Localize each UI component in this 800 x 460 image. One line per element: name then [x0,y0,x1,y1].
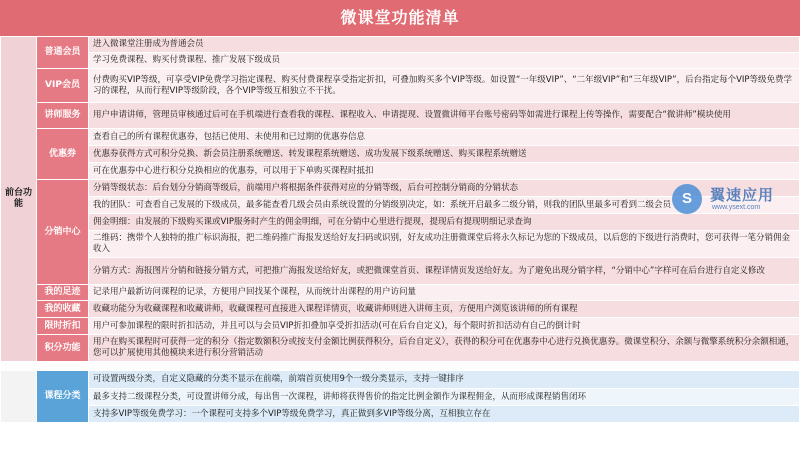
table-row [1,406,800,423]
feature-desc: 分销等级状态：后台划分分销商等级后，前端用户将根据条件获得对应的分销等级，后台可控制分销商的分销状态 [89,180,800,197]
feature-desc: 收藏功能分为收藏课程和收藏讲师，收藏课程可直接进入课程详情页，收藏讲师则进入讲师主页，方便用户浏览该讲师的所有课程 [89,301,800,318]
feature-name: 讲师服务 [37,103,89,129]
feature-desc: 二维码：携带个人独特的推广标识海报，把二维码推广海报发送给好友扫码或识别，好友成功注册微课堂后将永久标记为您的下级成员，以后您的下级进行消费时，您可获得一笔分销佣金收入 [89,231,800,258]
feature-desc: 用户在购买课程时可获得一定的积分（指定数额积分或按支付金额比例获得积分，后台自定义），获得的积分可在优惠券中心进行兑换优惠券。微课堂积分、余额与微擎系统积分余额相通，您可以扩展使用其他模块来进行积分营销活动 [89,335,800,362]
feature-name: 限时折扣 [37,318,89,335]
feature-name: 课程分类 [37,371,89,423]
table-row [1,146,800,163]
feature-desc: 用户申请讲师，管理员审核通过后可在手机端进行查看我的课程、课程收入、申请提现、设置微讲师平台账号密码等如需进行课程上传等操作，需要配合“微讲师”模块使用 [89,103,800,129]
feature-name: 我的收藏 [37,301,89,318]
table-row [1,318,800,335]
feature-table [0,36,800,423]
watermark-name: 翼速应用 [710,186,775,204]
table-row [1,258,800,285]
feature-desc: 用户可参加课程的限时折扣活动，并且可以与会员VIP折扣叠加享受折扣活动(可在后台自定义)，每个限时折扣活动有自己的倒计时 [89,318,800,335]
table-row [1,37,800,53]
table-row [1,371,800,389]
table-row [1,129,800,146]
table-row [1,214,800,231]
feature-desc: 支持多VIP等级免费学习：一个课程可支持多个VIP等级免费学习，真正做到多VIP等级分离，互相独立存在 [89,406,800,423]
category-cell: 前台功能 [1,37,37,362]
table-row [1,285,800,301]
table-row [1,53,800,69]
feature-desc: 进入微课堂注册成为普通会员 [89,37,800,53]
table-row [1,69,800,103]
table-row [1,103,800,129]
table-row [1,231,800,258]
feature-desc: 可设置两级分类，自定义隐藏的分类不显示在前端，前端首页使用9个一级分类显示，支持一键排序 [89,371,800,389]
page-title: 微课堂功能清单 [0,0,800,36]
table-row [1,197,800,214]
feature-desc: 分销方式：海报图片分销和链接分销方式，可把推广海报发送给好友，或把微课堂首页、课程详情页发送给好友。为了避免出现分销字样，“分销中心”字样可在后台进行自定义修改 [89,258,800,285]
feature-desc: 付费购买VIP等级，可享受VIP免费学习指定课程、购买付费课程享受指定折扣，可叠加购买多个VIP等级。如设置“一年级VIP”、“二年级VIP”和“三年级VIP”，后台指定每个VIP等级免费学习的课程，从而行程VIP等级阶段，各个VIP等级互相独立不干扰。 [89,69,800,103]
feature-desc: 优惠券获得方式可积分兑换、新会员注册系统赠送、转发课程系统赠送、成功发展下级系统赠送、购买课程系统赠送 [89,146,800,163]
feature-desc: 学习免费课程、购买付费课程、推广发展下级成员 [89,53,800,69]
feature-name: VIP会员 [37,69,89,103]
feature-name: 我的足迹 [37,285,89,301]
watermark-logo-icon: S [672,184,702,214]
category-cell [1,371,37,423]
table-row [1,389,800,406]
table-row [1,163,800,180]
table-row [1,335,800,362]
feature-desc: 查看自己的所有课程优惠券，包括已使用、未使用和已过期的优惠券信息 [89,129,800,146]
table-row [1,180,800,197]
feature-desc: 佣金明细：由发展的下级购买课或VIP服务时产生的佣金明细，可在分销中心里进行提现，提现后有提现明细记录查询 [89,214,800,231]
section-divider-cell [1,362,800,371]
watermark-url: www.ysext.com [712,204,761,211]
feature-desc: 最多支持二级课程分类，可设置讲师分成，每出售一次课程，讲师将获得售价的指定比例金额作为课程佣金，从而形成课程销售闭环 [89,389,800,406]
feature-name: 优惠券 [37,129,89,180]
feature-desc: 我的团队：可查看自己发展的下级成员，最多能查看几级会员由系统设置的分销级别决定，如：系统开启最多二级分销，则我的团队里最多可看到二级会员 [89,197,800,214]
feature-name: 分销中心 [37,180,89,285]
feature-name: 积分功能 [37,335,89,362]
table-row [1,301,800,318]
feature-name: 普通会员 [37,37,89,69]
feature-desc: 可在优惠券中心进行积分兑换相应的优惠券，可以用于下单购买课程时抵扣 [89,163,800,180]
section-divider [1,362,800,371]
feature-desc: 记录用户最新访问课程的记录，方便用户回找某个课程，从而统计出课程的用户访问量 [89,285,800,301]
